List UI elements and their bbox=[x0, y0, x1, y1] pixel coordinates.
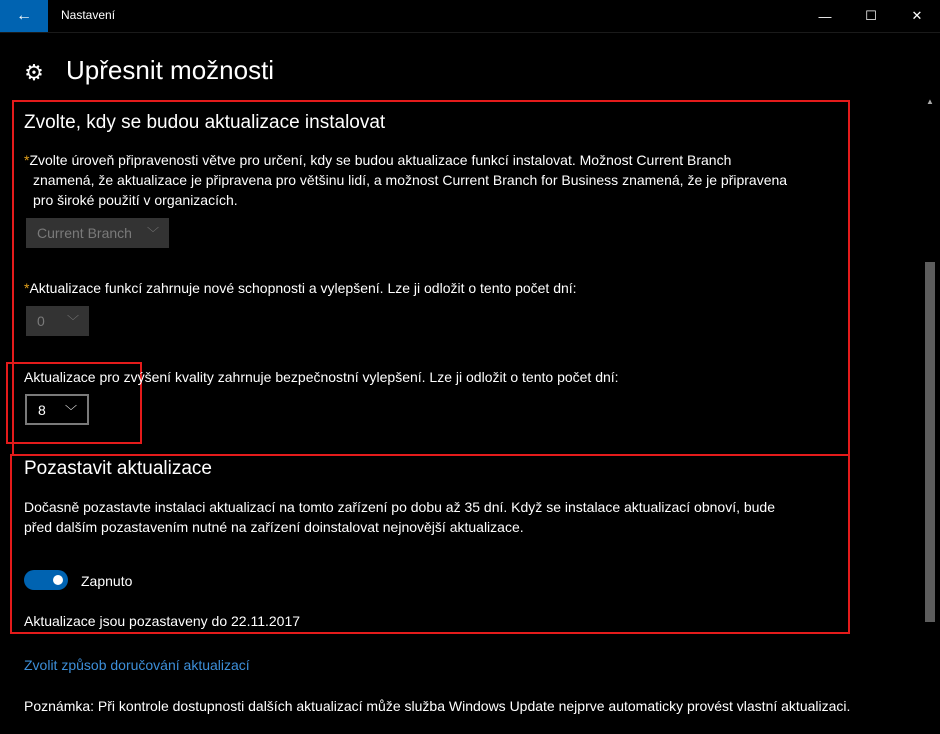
feature-update-description: *Aktualizace funkcí zahrnuje nové schopnosti a vylepšení. Lze ji odložit o tento počet dní: bbox=[24, 280, 577, 296]
pause-description: Dočasně pozastavte instalaci aktualizací na tomto zařízení po dobu až 35 dní. Když se instalace aktualizací obnoví, bude před dalším pozastavením nutné na zařízení doinstalovat nejnovější aktualizace. bbox=[24, 499, 776, 535]
window-title: Nastavení bbox=[61, 8, 116, 22]
delivery-optimization-link[interactable]: Zvolit způsob doručování aktualizací bbox=[24, 657, 250, 673]
quality-update-description: Aktualizace pro zvýšení kvality zahrnuje bezpečnostní vylepšení. Lze ji odložit o tento počet dní: bbox=[24, 369, 619, 385]
required-asterisk: * bbox=[24, 152, 30, 168]
maximize-button[interactable] bbox=[848, 0, 894, 32]
branch-description: *Zvolte úroveň připravenosti větve pro určení, kdy se budou aktualizace funkcí instalovat. Možnost Current Branch znamená, že aktualizace je připravena pro většinu lidí, a možnost Current Branch for Business znamená, že je připravena pro široké použití v organizacích. bbox=[24, 152, 788, 208]
toggle-knob bbox=[53, 575, 63, 585]
pause-section-highlight bbox=[10, 454, 850, 634]
close-button[interactable] bbox=[894, 0, 940, 32]
quality-defer-dropdown[interactable] bbox=[25, 394, 89, 425]
pause-toggle[interactable] bbox=[24, 570, 68, 590]
close-icon: ✕ bbox=[911, 8, 923, 23]
toggle-label: Zapnuto bbox=[81, 573, 133, 589]
required-asterisk: * bbox=[24, 280, 30, 296]
chevron-down-icon: ﹀ bbox=[64, 404, 77, 418]
quality-defer-value: 8 bbox=[38, 401, 46, 418]
branch-dropdown[interactable] bbox=[26, 218, 169, 248]
minimize-button[interactable] bbox=[802, 0, 848, 32]
chevron-down-icon: ﹀ bbox=[66, 314, 79, 328]
install-section-heading: Zvolte, kdy se budou aktualizace instalovat bbox=[24, 112, 386, 133]
pause-status: Aktualizace jsou pozastaveny do 22.11.2017 bbox=[24, 613, 301, 629]
note-text: Poznámka: Při kontrole dostupnosti dalších aktualizací může služba Windows Update nejprve automaticky provést vlastní aktualizaci. bbox=[24, 698, 851, 714]
page-title: Upřesnit možnosti bbox=[66, 55, 275, 85]
pause-section-heading: Pozastavit aktualizace bbox=[24, 458, 212, 479]
branch-dropdown-value: Current Branch bbox=[37, 225, 132, 241]
title-bar bbox=[0, 0, 940, 33]
maximize-icon: ☐ bbox=[865, 8, 877, 23]
feature-defer-dropdown[interactable] bbox=[26, 306, 89, 336]
chevron-down-icon: ﹀ bbox=[146, 226, 159, 240]
minimize-icon: — bbox=[818, 8, 832, 24]
scrollbar-thumb[interactable] bbox=[925, 262, 935, 622]
scroll-up-icon[interactable]: ▲ bbox=[926, 97, 934, 106]
gear-icon: ⚙ bbox=[24, 60, 44, 85]
feature-defer-value: 0 bbox=[37, 313, 45, 329]
back-arrow-icon: ← bbox=[16, 7, 32, 24]
back-button[interactable] bbox=[0, 0, 48, 32]
